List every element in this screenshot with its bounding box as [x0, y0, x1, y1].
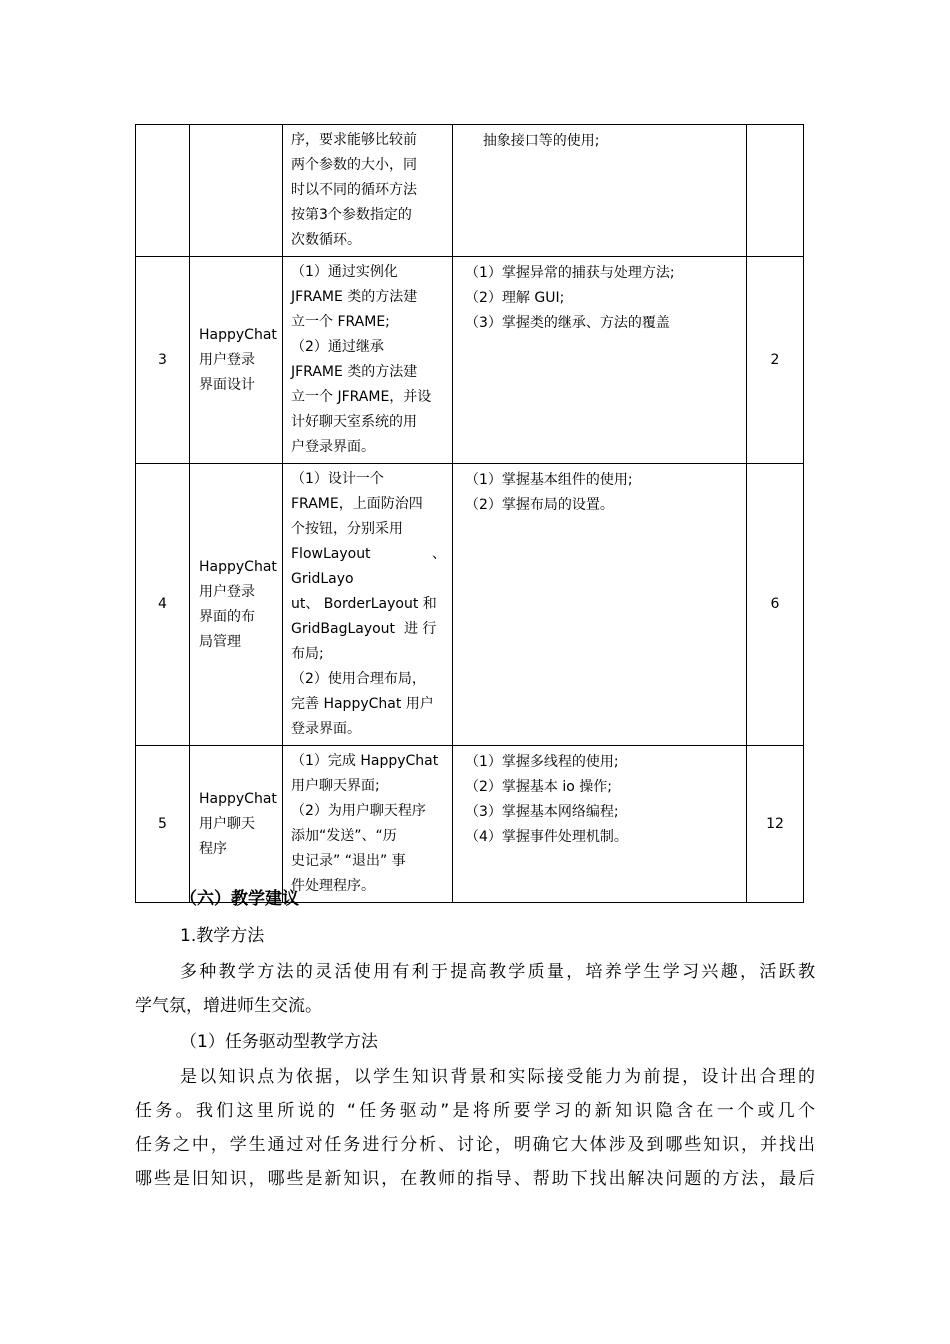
- content-line: （2）通过继承: [291, 339, 384, 355]
- content-line: 完善 HappyChat 用户: [291, 696, 434, 712]
- paragraph-line: 学气氛，增进师生交流。: [135, 996, 322, 1016]
- course-table: [135, 124, 804, 903]
- content-line: 次数循环。: [291, 232, 361, 248]
- row-number: 3: [158, 351, 167, 368]
- goal-line: （1）掌握基本组件的使用;: [465, 472, 633, 488]
- cell-content: [283, 257, 453, 464]
- cell-hours: [747, 257, 804, 464]
- cell-goals: [453, 257, 747, 464]
- row-number: 4: [158, 596, 167, 612]
- goal-line: （2）掌握基本 io 操作;: [465, 779, 612, 795]
- content-line: 史记录” “退出” 事: [291, 853, 406, 869]
- subheading-teaching-method: 1.教学方法: [180, 926, 265, 946]
- content-line: 按第3个参数指定的: [291, 207, 412, 223]
- cell-hours: [747, 125, 804, 257]
- content-line: 个按钮，分别采用: [291, 521, 403, 537]
- cell-project-name: [190, 125, 283, 257]
- goal-line: （4）掌握事件处理机制。: [465, 829, 628, 845]
- content-line: （1）完成 HappyChat: [291, 753, 439, 769]
- content-line: 用户聊天界面;: [291, 778, 380, 794]
- project-name-line: HappyChat: [199, 790, 277, 807]
- paragraph-line: 任务之中，学生通过对任务进行分析、讨论，明确它大体涉及到哪些知识，并找出: [135, 1135, 815, 1155]
- content-line: 两个参数的大小，同: [291, 157, 417, 173]
- cell-goals: [453, 125, 747, 257]
- goal-line: （2）掌握布局的设置。: [465, 497, 614, 513]
- paragraph-intro: [135, 955, 815, 1023]
- content-line: GridBagLayout 进 行: [291, 621, 437, 637]
- content-line: （1）通过实例化: [291, 264, 398, 280]
- content-line: JFRAME 类的方法建: [291, 289, 418, 305]
- table-row: [136, 746, 804, 903]
- content-line: FlowLayout、GridLayo: [291, 546, 446, 587]
- hours-value: 6: [770, 596, 780, 612]
- cell-project-name: [190, 746, 283, 903]
- project-name-line: HappyChat: [199, 558, 277, 575]
- project-name-line: 界面的布: [199, 608, 255, 625]
- course-table-body: [136, 125, 804, 903]
- content-line: 布局;: [291, 646, 324, 662]
- section-heading: （六）教学建议: [180, 889, 299, 909]
- cell-goals: [453, 746, 747, 903]
- row-number: 5: [158, 815, 167, 832]
- content-line: 时以不同的循环方法: [291, 182, 417, 198]
- goal-line: （1）掌握多线程的使用;: [465, 754, 619, 770]
- goal-line: 抽象接口等的使用;: [465, 133, 600, 149]
- cell-number: [136, 257, 190, 464]
- content-line: 立一个 JFRAME，并设: [291, 389, 432, 405]
- project-name-line: HappyChat: [199, 326, 277, 343]
- cell-content: [283, 125, 453, 257]
- project-name-line: 局管理: [199, 633, 241, 650]
- content-line: JFRAME 类的方法建: [291, 364, 418, 380]
- cell-project-name: [190, 464, 283, 746]
- content-line: （2）为用户聊天程序: [291, 803, 426, 819]
- paragraph-task-driven: [135, 1060, 815, 1196]
- table-row: [136, 464, 804, 746]
- subheading-task-driven: （1）任务驱动型教学方法: [180, 1032, 378, 1052]
- project-name-line: 用户登录: [199, 583, 255, 600]
- cell-number: [136, 125, 190, 257]
- content-line: （1）设计一个: [291, 471, 384, 487]
- content-line: 户登录界面。: [291, 439, 375, 455]
- project-name-line: 界面设计: [199, 376, 255, 393]
- content-line: 登录界面。: [291, 721, 361, 737]
- cell-hours: [747, 464, 804, 746]
- paragraph-line: 是以知识点为依据，以学生知识背景和实际接受能力为前提，设计出合理的: [180, 1067, 815, 1087]
- content-line: FRAME，上面防治四: [291, 496, 423, 512]
- goal-line: （2）理解 GUI;: [465, 290, 565, 306]
- goal-line: （3）掌握基本网络编程;: [465, 804, 619, 820]
- content-line: 计好聊天室系统的用: [291, 414, 417, 430]
- cell-number: [136, 464, 190, 746]
- content-line: 添加“发送”、“历: [291, 828, 397, 844]
- paragraph-line: 哪些是旧知识，哪些是新知识，在教师的指导、帮助下找出解决问题的方法，最后: [135, 1169, 815, 1189]
- cell-hours: [747, 746, 804, 903]
- goal-line: （3）掌握类的继承、方法的覆盖: [465, 315, 670, 331]
- project-name-line: 用户登录: [199, 351, 255, 368]
- goal-line: （1）掌握异常的捕获与处理方法;: [465, 265, 675, 281]
- cell-goals: [453, 464, 747, 746]
- table-row: [136, 257, 804, 464]
- content-line: 件处理程序。: [291, 878, 375, 894]
- content-line: 序，要求能够比较前: [291, 132, 417, 148]
- paragraph-line: 任务。我们这里所说的 “任务驱动”是将所要学习的新知识隐含在一个或几个: [135, 1101, 815, 1121]
- hours-value: 2: [770, 351, 780, 368]
- cell-content: [283, 746, 453, 903]
- project-name-line: 用户聊天: [199, 815, 255, 832]
- project-name-line: 程序: [199, 840, 227, 857]
- content-line: （2）使用合理布局，: [291, 671, 426, 687]
- cell-number: [136, 746, 190, 903]
- hours-value: 12: [766, 815, 784, 832]
- content-line: 立一个 FRAME;: [291, 314, 390, 330]
- table-row: [136, 125, 804, 257]
- paragraph-line: 多种教学方法的灵活使用有利于提高教学质量，培养学生学习兴趣，活跃教: [180, 962, 815, 982]
- cell-content: [283, 464, 453, 746]
- cell-project-name: [190, 257, 283, 464]
- content-line: ut、 BorderLayout 和: [291, 596, 437, 612]
